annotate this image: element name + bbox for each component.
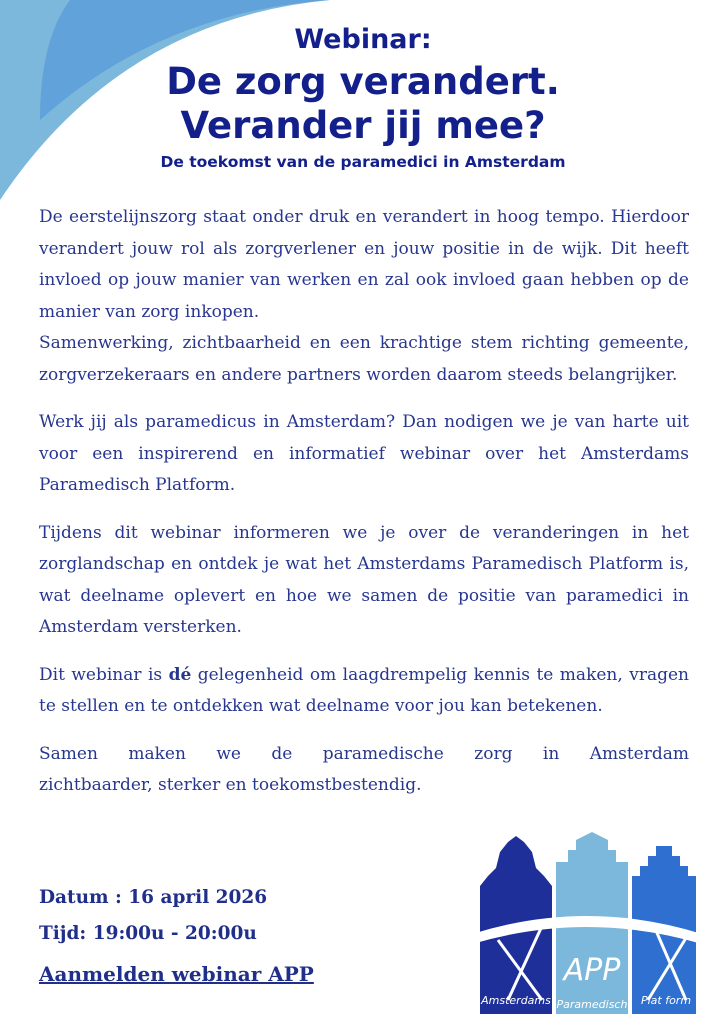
paragraph-2: Werk jij als paramedicus in Amsterdam? Dan nodigen we je van harte uit voor een inspirerend en informatief webinar over het Amsterdams Paramedisch Platform. xyxy=(39,412,689,495)
event-date: Datum : 16 april 2026 xyxy=(39,887,268,908)
title-line-2: Verander jij mee? xyxy=(180,104,546,147)
logo-word-paramedisch: Paramedisch xyxy=(556,998,628,1011)
title-line-1: De zorg verandert. xyxy=(166,60,560,103)
logo-word-amsterdams: Amsterdams xyxy=(481,994,551,1007)
subtitle: De toekomst van de paramedici in Amsterdam xyxy=(160,153,566,171)
logo-word-platform: Plat form xyxy=(640,994,692,1007)
paragraph-4-emphasis: dé xyxy=(168,664,192,685)
app-logo xyxy=(472,828,702,1014)
paragraph-5-line-2: zichtbaarder, sterker en toekomstbestendig. xyxy=(39,775,422,795)
header xyxy=(0,22,726,174)
event-time: Tijd: 19:00u - 20:00u xyxy=(39,923,257,944)
event-info xyxy=(39,880,314,994)
paragraph-1a: De eerstelijnszorg staat onder druk en verandert in hoog tempo. Hierdoor verandert jouw rol als zorgverlener en jouw positie in de wijk. Dit heeft invloed op jouw manier van werken en zal ook invloed gaan hebben op de manier van zorg inkopen. xyxy=(39,207,689,322)
webinar-kicker: Webinar: xyxy=(294,24,432,55)
paragraph-3: Tijdens dit webinar informeren we je over de veranderingen in het zorglandschap en ontdek je wat het Amsterdams Paramedisch Platform is, wat deelname oplevert en hoe we samen de positie van paramedici in Amsterdam versterken. xyxy=(39,522,689,637)
paragraph-1b: Samenwerking, zichtbaarheid en een krachtige stem richting gemeente, zorgverzekeraars en andere partners worden daarom steeds belangrijker. xyxy=(39,333,689,385)
paragraph-4-pre: Dit webinar is xyxy=(39,664,169,685)
body-text xyxy=(39,202,689,802)
paragraph-5 xyxy=(39,739,689,802)
register-link[interactable]: Aanmelden webinar APP xyxy=(39,962,314,986)
paragraph-5-line-1: Samen maken we de paramedische zorg in Amsterdam xyxy=(39,743,689,764)
paragraph-4-post: gelegenheid om laagdrempelig kennis te maken, vragen te stellen en te ontdekken wat deelname voor jou kan betekenen. xyxy=(39,664,689,716)
paragraph-4 xyxy=(39,660,689,723)
logo-abbr: APP xyxy=(563,953,621,988)
